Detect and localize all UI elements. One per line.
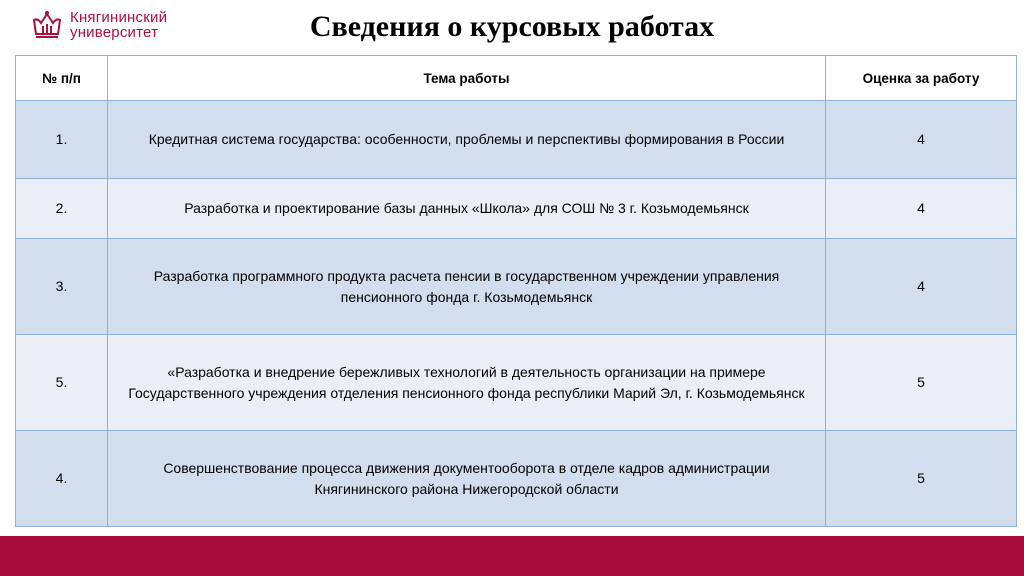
row-grade: 4	[826, 179, 1017, 239]
coursework-table	[15, 55, 1017, 527]
row-number: 5.	[16, 335, 108, 431]
column-header-topic: Тема работы	[108, 56, 826, 101]
table-row	[16, 101, 1017, 179]
row-number: 4.	[16, 431, 108, 527]
row-grade: 5	[826, 431, 1017, 527]
row-topic: Совершенствование процесса движения документооборота в отделе кадров администрации Княгининского района Нижегородской области	[108, 431, 826, 527]
table-row	[16, 335, 1017, 431]
row-number: 2.	[16, 179, 108, 239]
university-logo	[30, 8, 167, 42]
table-row	[16, 239, 1017, 335]
page-title: Сведения о курсовых работах	[309, 10, 715, 43]
crown-icon	[30, 10, 64, 40]
column-header-grade: Оценка за работу	[826, 56, 1017, 101]
row-grade: 4	[826, 101, 1017, 179]
row-number: 1.	[16, 101, 108, 179]
row-grade: 4	[826, 239, 1017, 335]
column-header-number: № п/п	[16, 56, 108, 101]
row-topic: Кредитная система государства: особенности, проблемы и перспективы формирования в России	[108, 101, 826, 179]
row-number: 3.	[16, 239, 108, 335]
logo-line-1: Княгининский	[70, 9, 168, 26]
logo-text	[70, 10, 167, 40]
table-row	[16, 431, 1017, 527]
logo-line-2: университет	[70, 24, 159, 41]
row-topic: «Разработка и внедрение бережливых технологий в деятельность организации на примере Государственного учреждения отделения пенсионного фонда республики Марий Эл, г. Козьмодемьянск	[108, 335, 826, 431]
row-topic: Разработка программного продукта расчета пенсии в государственном учреждении управления пенсионного фонда г. Козьмодемьянск	[108, 239, 826, 335]
footer-bar	[0, 536, 1024, 576]
table-header-row	[16, 56, 1017, 101]
row-grade: 5	[826, 335, 1017, 431]
table-row	[16, 179, 1017, 239]
row-topic: Разработка и проектирование базы данных «Школа» для СОШ № 3 г. Козьмодемьянск	[108, 179, 826, 239]
